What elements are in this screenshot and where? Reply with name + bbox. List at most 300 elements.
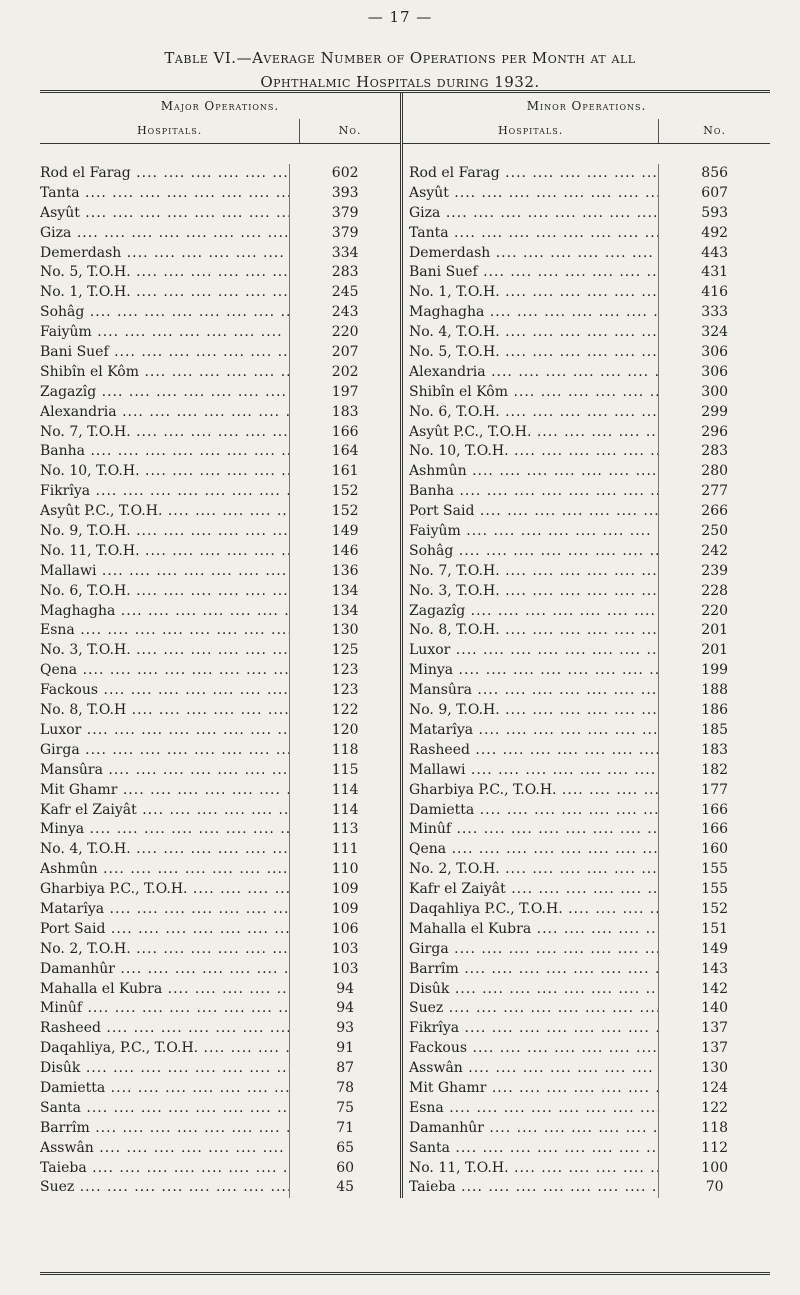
hospital-name: Suez .... — [40, 1178, 289, 1198]
table-row — [40, 283, 400, 303]
hospital-name: No. 9, T.O.H. .... — [403, 701, 658, 721]
hospital-name: Shibîn el Kôm .... — [403, 383, 658, 403]
table-row — [403, 641, 770, 661]
table-row — [403, 602, 770, 622]
operation-count: 166 — [658, 820, 770, 840]
hospital-name: No. 5, T.O.H. .... — [40, 263, 289, 283]
table-row — [403, 224, 770, 244]
hospital-name: Ashmûn .... — [403, 462, 658, 482]
operation-count: 114 — [289, 801, 400, 821]
table-row — [403, 542, 770, 562]
table-row — [403, 1039, 770, 1059]
hospital-name: Rasheed .... — [40, 1019, 289, 1039]
hospital-name: No. 9, T.O.H. .... — [40, 522, 289, 542]
table-row — [403, 184, 770, 204]
operation-count: 113 — [289, 820, 400, 840]
operation-count: 492 — [658, 224, 770, 244]
table-row — [40, 840, 400, 860]
hospital-name: Banha .... — [403, 482, 658, 502]
hospital-name: Mallawi .... — [40, 562, 289, 582]
operation-count: 130 — [658, 1059, 770, 1079]
table-row — [403, 522, 770, 542]
table-row — [40, 423, 400, 443]
minor-no-header: No. — [658, 119, 770, 143]
operation-count: 112 — [658, 1139, 770, 1159]
table-row — [40, 502, 400, 522]
operation-count: 277 — [658, 482, 770, 502]
table-row — [403, 1178, 770, 1198]
hospital-name: No. 2, T.O.H. .... — [40, 940, 289, 960]
operation-count: 137 — [658, 1019, 770, 1039]
table-row — [403, 442, 770, 462]
operation-count: 155 — [658, 860, 770, 880]
hospital-name: Fackous .... — [403, 1039, 658, 1059]
hospital-name: Tanta .... — [403, 224, 658, 244]
table-row — [40, 323, 400, 343]
table-row — [403, 900, 770, 920]
table-row — [403, 343, 770, 363]
hospital-name: No. 8, T.O.H. .... — [403, 621, 658, 641]
operation-count: 324 — [658, 323, 770, 343]
minor-rows — [403, 144, 770, 1198]
table-row — [40, 761, 400, 781]
table-row — [40, 542, 400, 562]
operation-count: 207 — [289, 343, 400, 363]
minor-operations-section — [403, 93, 770, 1198]
table-row — [403, 1159, 770, 1179]
table-row — [403, 741, 770, 761]
operation-count: 106 — [289, 920, 400, 940]
table-row — [40, 641, 400, 661]
table-row — [403, 582, 770, 602]
table-row — [40, 721, 400, 741]
table-row — [403, 840, 770, 860]
hospital-name: Minûf .... — [40, 999, 289, 1019]
operation-count: 71 — [289, 1119, 400, 1139]
operation-count: 220 — [658, 602, 770, 622]
table-row — [403, 562, 770, 582]
table-row — [40, 1139, 400, 1159]
table-row — [403, 303, 770, 323]
table-row — [403, 363, 770, 383]
table-row — [403, 960, 770, 980]
hospital-name: Daqahliya, P.C., T.O.H. .... — [40, 1039, 289, 1059]
hospital-name: Esna .... — [403, 1099, 658, 1119]
operation-count: 300 — [658, 383, 770, 403]
operation-count: 103 — [289, 960, 400, 980]
hospital-name: Tanta .... — [40, 184, 289, 204]
hospital-name: No. 6, T.O.H. .... — [403, 403, 658, 423]
operation-count: 431 — [658, 263, 770, 283]
operation-count: 130 — [289, 621, 400, 641]
hospital-name: Sohâg .... — [403, 542, 658, 562]
table-row — [403, 1139, 770, 1159]
table-title — [0, 46, 800, 94]
operation-count: 379 — [289, 224, 400, 244]
hospital-name: Taieba .... — [40, 1159, 289, 1179]
hospital-name: No. 11, T.O.H. .... — [40, 542, 289, 562]
table-row — [40, 621, 400, 641]
hospital-name: Kafr el Zaiyât .... — [403, 880, 658, 900]
hospital-name: Rod el Farag .... — [403, 164, 658, 184]
hospital-name: Taieba .... — [403, 1178, 658, 1198]
table-row — [40, 363, 400, 383]
hospital-name: No. 3, T.O.H. .... — [40, 641, 289, 661]
operations-table — [40, 90, 770, 1198]
operation-count: 185 — [658, 721, 770, 741]
hospital-name: Rod el Farag .... — [40, 164, 289, 184]
hospital-name: Fikrîya .... — [403, 1019, 658, 1039]
operation-count: 306 — [658, 363, 770, 383]
table-row — [40, 980, 400, 1000]
operation-count: 201 — [658, 621, 770, 641]
operation-count: 280 — [658, 462, 770, 482]
operation-count: 155 — [658, 880, 770, 900]
operation-count: 183 — [289, 403, 400, 423]
hospital-name: Mit Ghamr .... — [40, 781, 289, 801]
operation-count: 199 — [658, 661, 770, 681]
table-row — [40, 999, 400, 1019]
operation-count: 201 — [658, 641, 770, 661]
operation-count: 94 — [289, 980, 400, 1000]
operation-count: 443 — [658, 244, 770, 264]
table-row — [40, 602, 400, 622]
hospital-name: Asyût P.C., T.O.H. .... — [40, 502, 289, 522]
hospital-name: Asyût .... — [40, 204, 289, 224]
table-row — [403, 701, 770, 721]
operation-count: 183 — [658, 741, 770, 761]
table-row — [40, 244, 400, 264]
hospital-name: Mahalla el Kubra .... — [403, 920, 658, 940]
table-row — [403, 283, 770, 303]
table-row — [40, 303, 400, 323]
operation-count: 125 — [289, 641, 400, 661]
table-row — [403, 263, 770, 283]
table-row — [403, 661, 770, 681]
operation-count: 123 — [289, 661, 400, 681]
hospital-name: Luxor .... — [403, 641, 658, 661]
operation-count: 75 — [289, 1099, 400, 1119]
table-row — [40, 940, 400, 960]
table-row — [403, 940, 770, 960]
operation-count: 266 — [658, 502, 770, 522]
hospital-name: Port Said .... — [40, 920, 289, 940]
operation-count: 151 — [658, 920, 770, 940]
table-row — [40, 820, 400, 840]
hospital-name: No. 10, T.O.H. .... — [403, 442, 658, 462]
hospital-name: Girga .... — [403, 940, 658, 960]
table-title-line-2: Ophthalmic Hospitals during 1932. — [260, 73, 540, 91]
table-row — [403, 721, 770, 741]
operation-count: 161 — [289, 462, 400, 482]
operation-count: 333 — [658, 303, 770, 323]
hospital-name: No. 10, T.O.H. .... — [40, 462, 289, 482]
table-row — [403, 681, 770, 701]
operation-count: 220 — [289, 323, 400, 343]
table-row — [40, 860, 400, 880]
hospital-name: Giza .... — [40, 224, 289, 244]
hospital-name: Mallawi .... — [403, 761, 658, 781]
hospital-name: Kafr el Zaiyât .... — [40, 801, 289, 821]
hospital-name: Minya .... — [403, 661, 658, 681]
operation-count: 166 — [658, 801, 770, 821]
table-row — [403, 1019, 770, 1039]
hospital-name: Bani Suef .... — [403, 263, 658, 283]
table-row — [40, 781, 400, 801]
table-row — [403, 204, 770, 224]
hospital-name: Mansûra .... — [40, 761, 289, 781]
hospital-name: No. 4, T.O.H. .... — [403, 323, 658, 343]
operation-count: 186 — [658, 701, 770, 721]
hospital-name: Qena .... — [403, 840, 658, 860]
hospital-name: Qena .... — [40, 661, 289, 681]
operation-count: 306 — [658, 343, 770, 363]
table-row — [403, 1099, 770, 1119]
bottom-rule — [40, 1272, 770, 1275]
operation-count: 242 — [658, 542, 770, 562]
hospital-name: Alexandria .... — [403, 363, 658, 383]
operation-count: 65 — [289, 1139, 400, 1159]
operation-count: 177 — [658, 781, 770, 801]
hospital-name: No. 5, T.O.H. .... — [403, 343, 658, 363]
table-row — [403, 482, 770, 502]
operation-count: 109 — [289, 900, 400, 920]
table-row — [40, 462, 400, 482]
hospital-name: Disûk .... — [403, 980, 658, 1000]
hospital-name: No. 8, T.O.H .... — [40, 701, 289, 721]
hospital-name: No. 3, T.O.H. .... — [403, 582, 658, 602]
operation-count: 602 — [289, 164, 400, 184]
table-row — [403, 980, 770, 1000]
hospital-name: Santa .... — [403, 1139, 658, 1159]
operation-count: 91 — [289, 1039, 400, 1059]
hospital-name: Sohâg .... — [40, 303, 289, 323]
table-row — [403, 323, 770, 343]
operation-count: 118 — [658, 1119, 770, 1139]
major-column-headers — [40, 119, 400, 144]
operation-count: 109 — [289, 880, 400, 900]
table-row — [403, 462, 770, 482]
operation-count: 137 — [658, 1039, 770, 1059]
table-row — [40, 661, 400, 681]
operation-count: 134 — [289, 582, 400, 602]
hospital-name: Suez .... — [403, 999, 658, 1019]
table-row — [403, 920, 770, 940]
operation-count: 78 — [289, 1079, 400, 1099]
table-row — [403, 383, 770, 403]
hospital-name: No. 7, T.O.H. .... — [40, 423, 289, 443]
hospital-name: Girga .... — [40, 741, 289, 761]
operation-count: 149 — [289, 522, 400, 542]
table-row — [403, 860, 770, 880]
operation-count: 122 — [289, 701, 400, 721]
table-row — [403, 164, 770, 184]
table-row — [403, 781, 770, 801]
operation-count: 143 — [658, 960, 770, 980]
operation-count: 118 — [289, 741, 400, 761]
table-title-line-1: Table VI.—Average Number of Operations per Month at all — [164, 49, 636, 67]
hospital-name: No. 1, T.O.H. .... — [403, 283, 658, 303]
table-row — [40, 681, 400, 701]
operation-count: 134 — [289, 602, 400, 622]
table-row — [40, 920, 400, 940]
operation-count: 152 — [289, 502, 400, 522]
major-operations-heading: Major Operations. — [160, 99, 280, 113]
table-row — [40, 403, 400, 423]
hospital-name: Maghagha .... — [403, 303, 658, 323]
hospital-name: Alexandria .... — [40, 403, 289, 423]
hospital-name: Matarîya .... — [40, 900, 289, 920]
table-row — [40, 582, 400, 602]
operation-count: 228 — [658, 582, 770, 602]
hospital-name: Santa .... — [40, 1099, 289, 1119]
hospital-name: No. 2, T.O.H. .... — [403, 860, 658, 880]
major-hospitals-header: Hospitals. — [137, 124, 203, 137]
operation-count: 393 — [289, 184, 400, 204]
operation-count: 299 — [658, 403, 770, 423]
operation-count: 856 — [658, 164, 770, 184]
hospital-name: Barrîm .... — [40, 1119, 289, 1139]
hospital-name: Minûf .... — [403, 820, 658, 840]
table-row — [403, 1059, 770, 1079]
operation-count: 197 — [289, 383, 400, 403]
table-row — [40, 482, 400, 502]
table-row — [403, 423, 770, 443]
hospital-name: Banha .... — [40, 442, 289, 462]
table-row — [40, 522, 400, 542]
table-row — [40, 1019, 400, 1039]
operation-count: 94 — [289, 999, 400, 1019]
operation-count: 136 — [289, 562, 400, 582]
operation-count: 115 — [289, 761, 400, 781]
operation-count: 140 — [658, 999, 770, 1019]
hospital-name: No. 11, T.O.H. .... — [403, 1159, 658, 1179]
table-row — [403, 403, 770, 423]
hospital-name: Barrîm .... — [403, 960, 658, 980]
operation-count: 45 — [289, 1178, 400, 1198]
table-row — [40, 1099, 400, 1119]
table-row — [40, 164, 400, 184]
operation-count: 166 — [289, 423, 400, 443]
operation-count: 334 — [289, 244, 400, 264]
operation-count: 593 — [658, 204, 770, 224]
major-no-header: No. — [299, 119, 400, 143]
hospital-name: Damietta .... — [403, 801, 658, 821]
table-row — [403, 621, 770, 641]
operation-count: 245 — [289, 283, 400, 303]
hospital-name: Mansûra .... — [403, 681, 658, 701]
operation-count: 60 — [289, 1159, 400, 1179]
operation-count: 146 — [289, 542, 400, 562]
hospital-name: Bani Suef .... — [40, 343, 289, 363]
table-row — [403, 1079, 770, 1099]
hospital-name: Giza .... — [403, 204, 658, 224]
table-row — [403, 820, 770, 840]
operation-count: 416 — [658, 283, 770, 303]
hospital-name: Gharbiya P.C., T.O.H. .... — [40, 880, 289, 900]
hospital-name: Minya .... — [40, 820, 289, 840]
table-row — [40, 1178, 400, 1198]
hospital-name: Gharbiya P.C., T.O.H. .... — [403, 781, 658, 801]
hospital-name: Esna .... — [40, 621, 289, 641]
table-row — [40, 263, 400, 283]
hospital-name: No. 7, T.O.H. .... — [403, 562, 658, 582]
hospital-name: No. 6, T.O.H. .... — [40, 582, 289, 602]
operation-count: 283 — [658, 442, 770, 462]
operation-count: 103 — [289, 940, 400, 960]
operation-count: 123 — [289, 681, 400, 701]
hospital-name: Asyût P.C., T.O.H. .... — [403, 423, 658, 443]
hospital-name: Demerdash .... — [403, 244, 658, 264]
minor-column-headers — [403, 119, 770, 144]
hospital-name: Rasheed .... — [403, 741, 658, 761]
table-row — [40, 343, 400, 363]
hospital-name: Fackous .... — [40, 681, 289, 701]
table-row — [40, 1119, 400, 1139]
operation-count: 152 — [658, 900, 770, 920]
hospital-name: Shibîn el Kôm .... — [40, 363, 289, 383]
operation-count: 114 — [289, 781, 400, 801]
hospital-name: Asyût .... — [403, 184, 658, 204]
major-rows — [40, 144, 400, 1198]
operation-count: 160 — [658, 840, 770, 860]
table-row — [40, 1079, 400, 1099]
table-row — [40, 204, 400, 224]
operation-count: 100 — [658, 1159, 770, 1179]
hospital-name: Matarîya .... — [403, 721, 658, 741]
operation-count: 182 — [658, 761, 770, 781]
hospital-name: Daqahliya P.C., T.O.H. .... — [403, 900, 658, 920]
major-operations-section — [40, 93, 403, 1198]
operation-count: 152 — [289, 482, 400, 502]
operation-count: 70 — [658, 1178, 770, 1198]
hospital-name: Disûk .... — [40, 1059, 289, 1079]
table-row — [40, 224, 400, 244]
operation-count: 93 — [289, 1019, 400, 1039]
operation-count: 164 — [289, 442, 400, 462]
table-row — [40, 1059, 400, 1079]
minor-hospitals-header: Hospitals. — [498, 124, 564, 137]
table-row — [403, 999, 770, 1019]
operation-count: 120 — [289, 721, 400, 741]
hospital-name: Mahalla el Kubra .... — [40, 980, 289, 1000]
operation-count: 296 — [658, 423, 770, 443]
table-row — [40, 801, 400, 821]
hospital-name: Mit Ghamr .... — [403, 1079, 658, 1099]
operation-count: 283 — [289, 263, 400, 283]
minor-operations-heading: Minor Operations. — [526, 99, 647, 113]
table-row — [40, 1039, 400, 1059]
hospital-name: Faiyûm .... — [40, 323, 289, 343]
table-row — [40, 701, 400, 721]
hospital-name: Asswân .... — [40, 1139, 289, 1159]
table-row — [403, 880, 770, 900]
operation-count: 110 — [289, 860, 400, 880]
table-row — [40, 442, 400, 462]
hospital-name: Asswân .... — [403, 1059, 658, 1079]
operation-count: 149 — [658, 940, 770, 960]
hospital-name: Ashmûn .... — [40, 860, 289, 880]
hospital-name: Luxor .... — [40, 721, 289, 741]
table-row — [40, 880, 400, 900]
table-row — [40, 900, 400, 920]
operation-count: 379 — [289, 204, 400, 224]
operation-count: 188 — [658, 681, 770, 701]
operation-count: 122 — [658, 1099, 770, 1119]
operation-count: 239 — [658, 562, 770, 582]
table-row — [40, 741, 400, 761]
operation-count: 250 — [658, 522, 770, 542]
